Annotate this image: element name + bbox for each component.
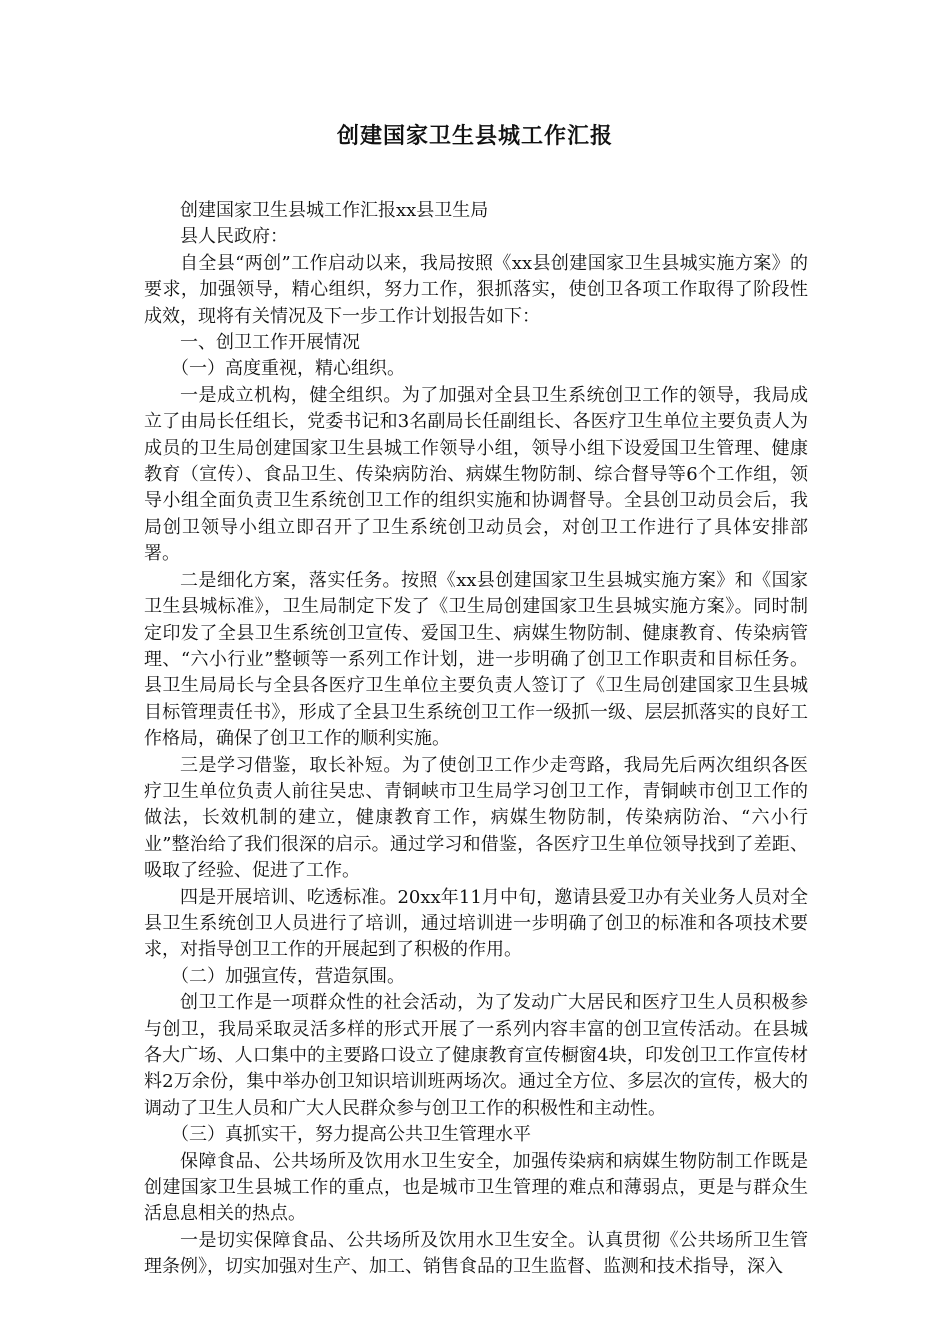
intro-paragraph: 自全县“两创”工作启动以来，我局按照《xx县创建国家卫生县城实施方案》的要求，加强领导，精心组织，努力工作，狠抓落实，使创卫各项工作取得了阶段性成效，现将有关情况及下一步工作计划报告如下： [144,252,808,327]
subsection-heading: （二）加强宣传，营造氛围。 [171,965,405,987]
body-paragraph: 创卫工作是一项群众性的社会活动，为了发动广大居民和医疗卫生人员积极参与创卫，我局采取灵活多样的形式开展了一系列内容丰富的创卫宣传活动。在县城各大广场、人口集中的主要路口设立了健康教育宣传橱窗4块，印发创卫工作宣传材料2万余份，集中举办创卫知识培训班两场次。通过全方位、多层次的宣传，极大的调动了卫生人员和广大人民群众参与创卫工作的积极性和主动性。 [144,992,808,1119]
subsection-heading: （一）高度重视，精心组织。 [171,358,405,380]
subsection-heading: （三）真抓实干，努力提高公共卫生管理水平 [171,1124,531,1146]
body-paragraph: 一是切实保障食品、公共场所及饮用水卫生安全。认真贯彻《公共场所卫生管理条例》，切实加强对生产、加工、销售食品的卫生监督、监测和技术指导，深入 [144,1229,808,1278]
body-paragraph: 保障食品、公共场所及饮用水卫生安全，加强传染病和病媒生物防制工作既是创建国家卫生县城工作的重点，也是城市卫生管理的难点和薄弱点，更是与群众生活息息相关的热点。 [144,1150,808,1225]
body-paragraph: 二是细化方案，落实任务。按照《xx县创建国家卫生县城实施方案》和《国家卫生县城标准》，卫生局制定下发了《卫生局创建国家卫生县城实施方案》。同时制定印发了全县卫生系统创卫宣传、爱国卫生、病媒生物防制、健康教育、传染病管理、“六小行业”整顿等一系列工作计划，进一步明确了创卫工作职责和目标任务。县卫生局局长与全县各医疗卫生单位主要负责人签订了《卫生局创建国家卫生县城目标管理责任书》，形成了全县卫生系统创卫工作一级抓一级、层层抓落实的良好工作格局，确保了创卫工作的顺利实施。 [144,569,808,750]
body-paragraph: 四是开展培训、吃透标准。20xx年11月中旬，邀请县爱卫办有关业务人员对全县卫生系统创卫人员进行了培训，通过培训进一步明确了创卫的标准和各项技术要求，对指导创卫工作的开展起到了积极的作用。 [144,886,808,961]
document-title: 创建国家卫生县城工作汇报 [336,123,613,149]
body-paragraph: 三是学习借鉴，取长补短。为了使创卫工作少走弯路，我局先后两次组织各医疗卫生单位负责人前往吴忠、青铜峡市卫生局学习创卫工作，青铜峡市创卫工作的做法，长效机制的建立，健康教育工作，病媒生物防制，传染病防治、“六小行业”整治给了我们很深的启示。通过学习和借鉴，各医疗卫生单位领导找到了差距、吸取了经验、促进了工作。 [144,754,808,882]
document-body [144,198,808,1281]
salutation: 县人民政府： [180,226,288,248]
section-heading: 一、创卫工作开展情况 [180,332,360,354]
body-paragraph: 一是成立机构，健全组织。为了加强对全县卫生系统创卫工作的领导，我局成立了由局长任组长，党委书记和3名副局长任副组长、各医疗卫生单位主要负责人为成员的卫生局创建国家卫生县城工作领导小组，领导小组下设爱国卫生管理、健康教育（宣传）、食品卫生、传染病防治、病媒生物防制、综合督导等6个工作组，领导小组全面负责卫生系统创卫工作的组织实施和协调督导。全县创卫动员会后，我局创卫领导小组立即召开了卫生系统创卫动员会，对创卫工作进行了具体安排部署。 [144,384,808,565]
report-heading-line: 创建国家卫生县城工作汇报xx县卫生局 [180,200,489,221]
